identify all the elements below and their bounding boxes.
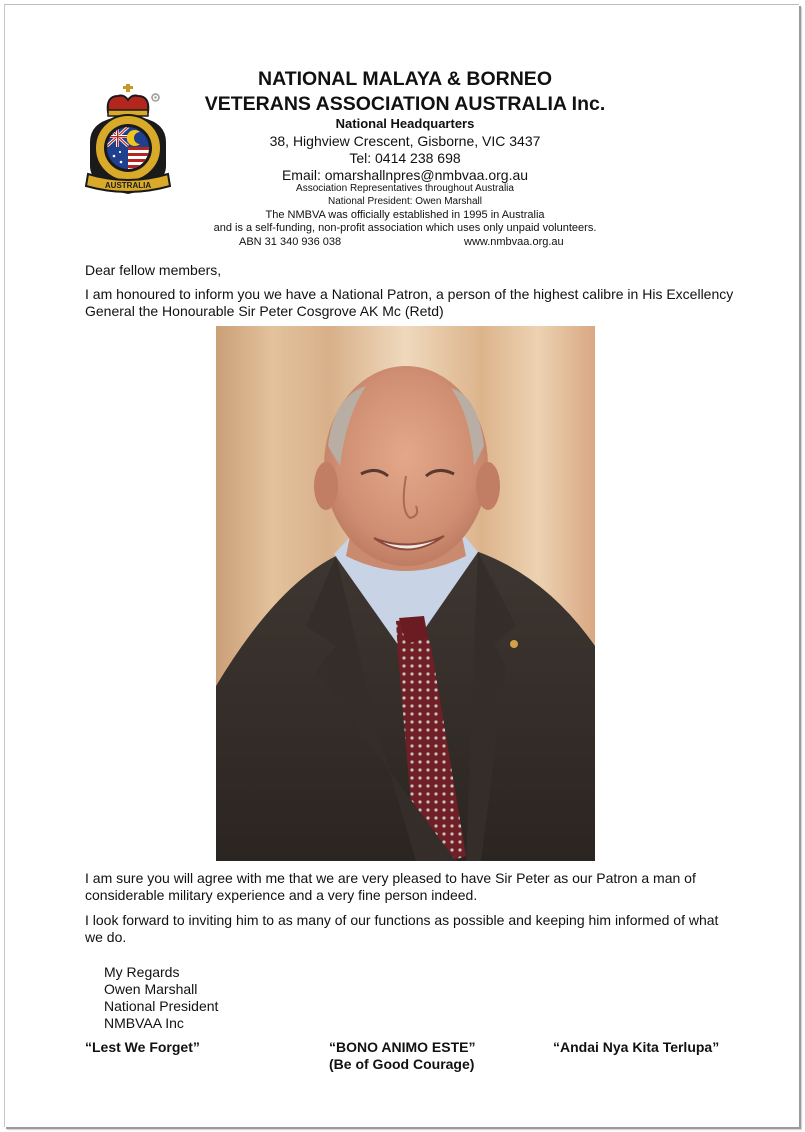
signature-name: Owen Marshall <box>104 981 198 997</box>
motto-left: “Lest We Forget” <box>85 1039 200 1055</box>
signature-organization: NMBVAA Inc <box>104 1015 184 1031</box>
signature-title: National President <box>104 998 219 1014</box>
org-name-line2: VETERANS ASSOCIATION AUSTRALIA Inc. <box>204 93 606 115</box>
hq-label: National Headquarters <box>335 116 475 131</box>
motto-right: “Andai Nya Kita Terlupa” <box>553 1039 720 1055</box>
president-note: National President: Owen Marshall <box>328 196 482 207</box>
established-note: The NMBVA was officially established in 1995 in Australia <box>265 209 545 221</box>
email: Email: omarshallnpres@nmbvaa.org.au <box>281 167 529 183</box>
paragraph-announcement: I am honoured to inform you we have a National Patron, a person of the highest calibre in His Excellency General the Honourable Sir Peter Cosgrove AK Mc (Retd) <box>85 286 734 319</box>
motto-center: “BONO ANIMO ESTE” <box>329 1039 476 1055</box>
signature-closing: My Regards <box>104 964 180 980</box>
paragraph-future-plans: I look forward to inviting him to as many of our functions as possible and keeping him informed of what we do. <box>85 912 719 945</box>
letter-page <box>4 4 799 1127</box>
crest-scroll-text: AUSTRALIA <box>104 181 152 190</box>
motto-center-translation: (Be of Good Courage) <box>329 1056 475 1072</box>
paragraph-patron-praise: I am sure you will agree with me that we are very pleased to have Sir Peter as our Patron a man of considerable military experience and a very fine person indeed. <box>85 870 696 903</box>
greeting: Dear fellow members, <box>85 262 222 278</box>
patron-portrait-photo <box>216 326 595 861</box>
website-link[interactable]: www.nmbvaa.org.au <box>464 236 564 248</box>
representatives-note: Association Representatives throughout Australia <box>296 183 514 194</box>
address: 38, Highview Crescent, Gisborne, VIC 3437 <box>269 133 541 149</box>
org-name-line1: NATIONAL MALAYA & BORNEO <box>258 68 552 90</box>
phone: Tel: 0414 238 698 <box>349 150 461 166</box>
abn-number: ABN 31 340 936 038 <box>239 236 342 248</box>
funding-note: and is a self-funding, non-profit association which uses only unpaid volunteers. <box>213 222 597 234</box>
